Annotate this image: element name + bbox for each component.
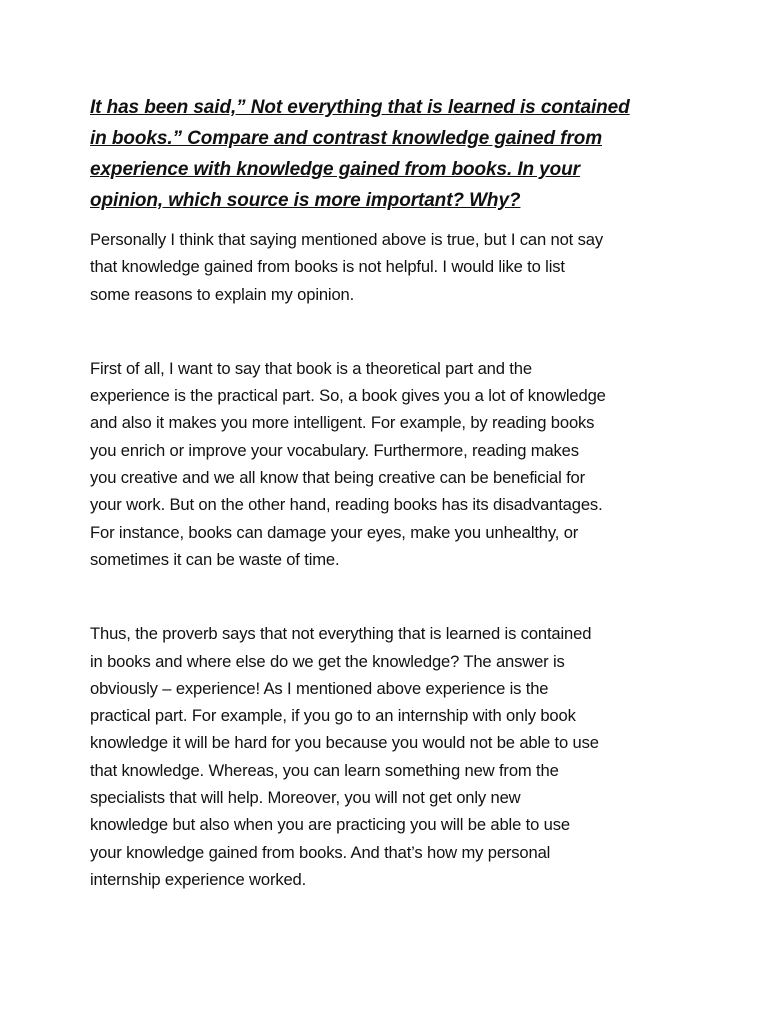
- paragraph-experience: [90, 620, 686, 893]
- title-line: opinion, which source is more important? Why?: [90, 190, 521, 211]
- text-line: your knowledge gained from books. And that’s how my personal: [90, 842, 551, 862]
- title-line: in books.” Compare and contrast knowledge gained from: [90, 128, 602, 149]
- text-line: Thus, the proverb says that not everything that is learned is contained: [90, 624, 592, 644]
- text-line: knowledge but also when you are practicing you will be able to use: [90, 815, 570, 835]
- text-line: practical part. For example, if you go to an internship with only book: [90, 706, 576, 726]
- text-line: and also it makes you more intelligent. For example, by reading books: [90, 413, 595, 433]
- text-line: in books and where else do we get the knowledge? The answer is: [90, 651, 565, 671]
- text-line: you creative and we all know that being creative can be beneficial for: [90, 468, 585, 488]
- title-line: It has been said,” Not everything that is learned is contained: [90, 97, 630, 118]
- text-line: obviously – experience! As I mentioned above experience is the: [90, 678, 549, 698]
- paragraph-intro: [90, 226, 686, 308]
- text-line: experience is the practical part. So, a book gives you a lot of knowledge: [90, 386, 606, 406]
- text-line: internship experience worked.: [90, 869, 307, 889]
- text-line: your work. But on the other hand, reading books has its disadvantages.: [90, 495, 603, 515]
- text-line: First of all, I want to say that book is a theoretical part and the: [90, 358, 532, 378]
- text-line: some reasons to explain my opinion.: [90, 284, 355, 304]
- text-line: knowledge it will be hard for you because you would not be able to use: [90, 733, 599, 753]
- paragraph-books: [90, 355, 686, 573]
- text-line: that knowledge. Whereas, you can learn something new from the: [90, 760, 559, 780]
- text-line: specialists that will help. Moreover, you will not get only new: [90, 788, 521, 808]
- essay-prompt-title: [90, 92, 686, 216]
- text-line: Personally I think that saying mentioned above is true, but I can not say: [90, 230, 603, 249]
- text-line: you enrich or improve your vocabulary. Furthermore, reading makes: [90, 440, 579, 460]
- document-body: [90, 92, 686, 893]
- text-line: sometimes it can be waste of time.: [90, 549, 340, 569]
- title-line: experience with knowledge gained from books. In your: [90, 159, 580, 180]
- text-line: For instance, books can damage your eyes, make you unhealthy, or: [90, 522, 579, 542]
- text-line: that knowledge gained from books is not helpful. I would like to list: [90, 257, 565, 277]
